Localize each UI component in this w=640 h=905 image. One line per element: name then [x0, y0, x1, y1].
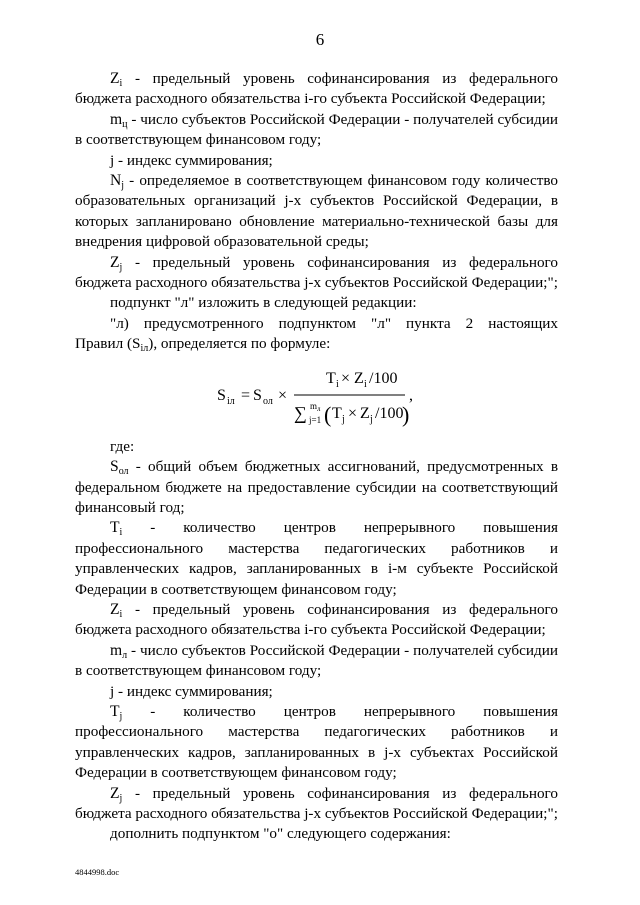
- symbol-subscript: ол: [118, 466, 129, 478]
- symbol-t: T: [110, 702, 120, 720]
- symbol-t: T: [110, 519, 120, 537]
- formula-numerator-t: T: [326, 369, 336, 387]
- definition-text: - предельный уровень софинансирования из федерального бюджета расходного обязательства j-х субъектов Российской Федерации;";: [75, 784, 558, 822]
- document-body: [75, 69, 558, 845]
- symbol-subscript: л: [122, 649, 128, 661]
- definition-j-2: j - индекс суммирования;: [110, 682, 273, 700]
- formula-numerator-z-subscript: i: [364, 378, 367, 390]
- formula-s-ol-subscript: ол: [263, 395, 273, 407]
- formula-numerator-times: ×: [341, 369, 351, 387]
- definition-tj: [75, 702, 558, 784]
- definition-ti: [75, 518, 558, 600]
- definition-zi: [75, 69, 558, 110]
- definition-text: - предельный уровень софинансирования из федерального бюджета расходного обязательства j-х субъектов Российской Федерации;";: [75, 253, 558, 292]
- formula-lhs-subscript: iл: [227, 395, 235, 407]
- symbol-z: Z: [110, 600, 120, 618]
- definition-zi-2: [75, 600, 558, 641]
- formula-equals: =: [241, 386, 251, 404]
- formula-lhs: S: [217, 386, 226, 404]
- formula-sum-symbol: ∑: [294, 402, 307, 423]
- formula-trailing-comma: ,: [409, 386, 413, 404]
- definition-zj-2: [75, 784, 558, 825]
- symbol-subscript: j: [121, 180, 125, 192]
- symbol-n: N: [110, 172, 122, 190]
- definition-text: - количество центров непрерывного повышения профессионального мастерства педагогических работников и управленческих кадров, запланированных в i-м субъекте Российской Федерации в соответствующем финансовом году;: [75, 519, 558, 598]
- formula-den-t-subscript: j: [342, 413, 345, 425]
- definition-text: - предельный уровень софинансирования из федерального бюджета расходного обязательства i-го субъекта Российской Федерации;: [75, 70, 558, 108]
- formula-numerator-div: /100: [369, 369, 398, 387]
- formula-den-times: ×: [348, 404, 358, 422]
- definition-text: - определяемое в соответствующем финансовом году количество образовательных организаций j-х субъектов Российской Федерации, в которых запланировано обновление материально-технической базы для внедрения цифровой образовательной среды;: [75, 172, 558, 251]
- symbol-subscript: i: [119, 78, 123, 89]
- amendment-instruction: подпункт "л" изложить в следующей редакции:: [110, 294, 417, 312]
- definition-text: - количество центров непрерывного повышения профессионального мастерства педагогических работников и управленческих кадров, запланированных в j-х субъектах Российской Федерации в соответствующем финансовом году;: [75, 702, 558, 782]
- formula-den-z-subscript: j: [370, 413, 373, 425]
- formula: [75, 355, 558, 435]
- symbol-z: Z: [110, 784, 120, 802]
- where-label: где:: [110, 437, 135, 455]
- definition-mi: [75, 110, 558, 151]
- definition-zj: [75, 253, 558, 294]
- formula-graphic: [217, 361, 417, 431]
- symbol-z: Z: [110, 253, 120, 271]
- formula-times: ×: [278, 386, 288, 404]
- symbol-subscript: i: [119, 608, 123, 620]
- page-number: 6: [315, 30, 325, 49]
- formula-numerator-t-subscript: i: [336, 378, 339, 390]
- intro-text: Правил (S: [75, 335, 141, 353]
- definition-text: - число субъектов Российской Федерации - получателей субсидии в соответствующем финансовом году;: [75, 641, 558, 680]
- definition-ml: [75, 641, 558, 682]
- formula-left-paren: (: [324, 401, 332, 427]
- formula-sum-top: m: [310, 400, 318, 411]
- formula-den-z: Z: [360, 404, 370, 422]
- footer-filename: 4844998.doc: [75, 867, 120, 877]
- symbol-z: Z: [110, 70, 120, 87]
- symbol-subscript: j: [119, 792, 123, 804]
- symbol-subscript: j: [119, 710, 123, 722]
- formula-right-paren: ): [402, 401, 410, 427]
- symbol-s: S: [110, 458, 119, 476]
- subclause-l-line: "л) предусмотренного подпунктом "л" пункта 2 настоящих: [110, 314, 558, 332]
- formula-sum-bottom: j=1: [309, 414, 322, 425]
- formula-s-ol: S: [253, 386, 262, 404]
- formula-sum-top-subscript: л: [317, 404, 321, 413]
- symbol-m: m: [110, 641, 123, 659]
- symbol-subscript: ц: [122, 118, 128, 130]
- definition-nj: [75, 171, 558, 253]
- definition-sol: [75, 457, 558, 518]
- intro-text-end: ), определяется по формуле:: [148, 335, 331, 353]
- definition-text: - предельный уровень софинансирования из федерального бюджета расходного обязательства i-го субъекта Российской Федерации;: [75, 600, 558, 639]
- addition-instruction: дополнить подпунктом "о" следующего содержания:: [110, 825, 451, 843]
- symbol-m: m: [110, 110, 123, 128]
- formula-den-div: /100: [375, 404, 404, 422]
- formula-numerator-z: Z: [354, 369, 364, 387]
- definition-j: j - индекс суммирования;: [110, 151, 273, 169]
- symbol-subscript: j: [119, 261, 123, 273]
- subclause-l-formula-intro: [75, 334, 558, 354]
- definition-text: - общий объем бюджетных ассигнований, предусмотренных в федеральном бюджете на предоставление субсидии на соответствующий финансовый год;: [75, 458, 558, 516]
- symbol-subscript: iл: [140, 343, 149, 355]
- formula-den-t: T: [332, 404, 342, 422]
- definition-text: - число субъектов Российской Федерации - получателей субсидии в соответствующем финансовом году;: [75, 110, 558, 149]
- symbol-subscript: i: [119, 527, 123, 539]
